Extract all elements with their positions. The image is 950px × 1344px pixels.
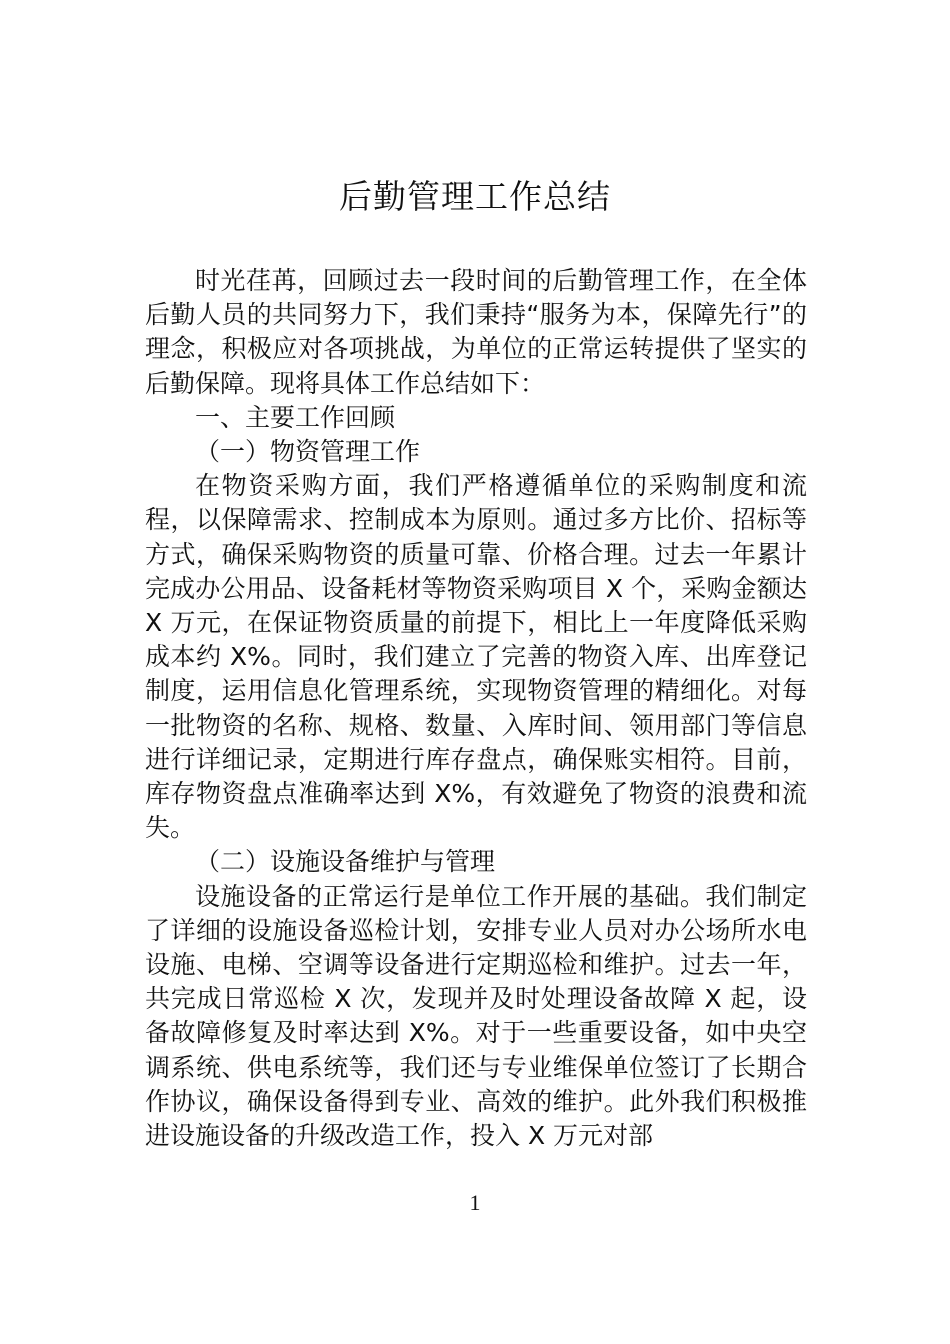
intro-paragraph: 时光荏苒，回顾过去一段时间的后勤管理工作，在全体后勤人员的共同努力下，我们秉持“服务为本，保障先行”的理念，积极应对各项挑战，为单位的正常运转提供了坚实的后勤保障。现将具体工作总结如下： (145, 266, 807, 398)
section-heading-main-work-review: 一、主要工作回顾 (195, 402, 396, 432)
materials-management-paragraph: 在物资采购方面，我们严格遵循单位的采购制度和流程，以保障需求、控制成本为原则。通过多方比价、招标等方式，确保采购物资的质量可靠、价格合理。过去一年累计完成办公用品、设备耗材等物资采购项目 X 个，采购金额达 X 万元，在保证物资质量的前提下，相比上一年度降低采购成本约 X%。同时，我们建立了完善的物资入库、出库登记制度，运用信息化管理系统，实现物资管理的精细化。对每一批物资的名称、规格、数量、入库时间、领用部门等信息进行详细记录，定期进行库存盘点，确保账实相符。目前，库存物资盘点准确率达到 X%，有效避免了物资的浪费和流失。 (145, 471, 807, 843)
subsection-heading-materials-management: （一）物资管理工作 (195, 437, 421, 467)
document-body (145, 264, 807, 1153)
document-title: 后勤管理工作总结 (339, 177, 611, 216)
facilities-maintenance-paragraph: 设施设备的正常运行是单位工作开展的基础。我们制定了详细的设施设备巡检计划，安排专业人员对办公场所水电设施、电梯、空调等设备进行定期巡检和维护。过去一年，共完成日常巡检 X 次，发现并及时处理设备故障 X 起，设备故障修复及时率达到 X%。对于一些重要设备，如中央空调系统、供电系统等，我们还与专业维保单位签订了长期合作协议，确保设备得到专业、高效的维护。此外我们积极推进设施设备的升级改造工作，投入 X 万元对部 (145, 881, 807, 1151)
page-number: 1 (469, 1190, 481, 1215)
subsection-heading-facilities-maintenance: （二）设施设备维护与管理 (195, 847, 496, 877)
